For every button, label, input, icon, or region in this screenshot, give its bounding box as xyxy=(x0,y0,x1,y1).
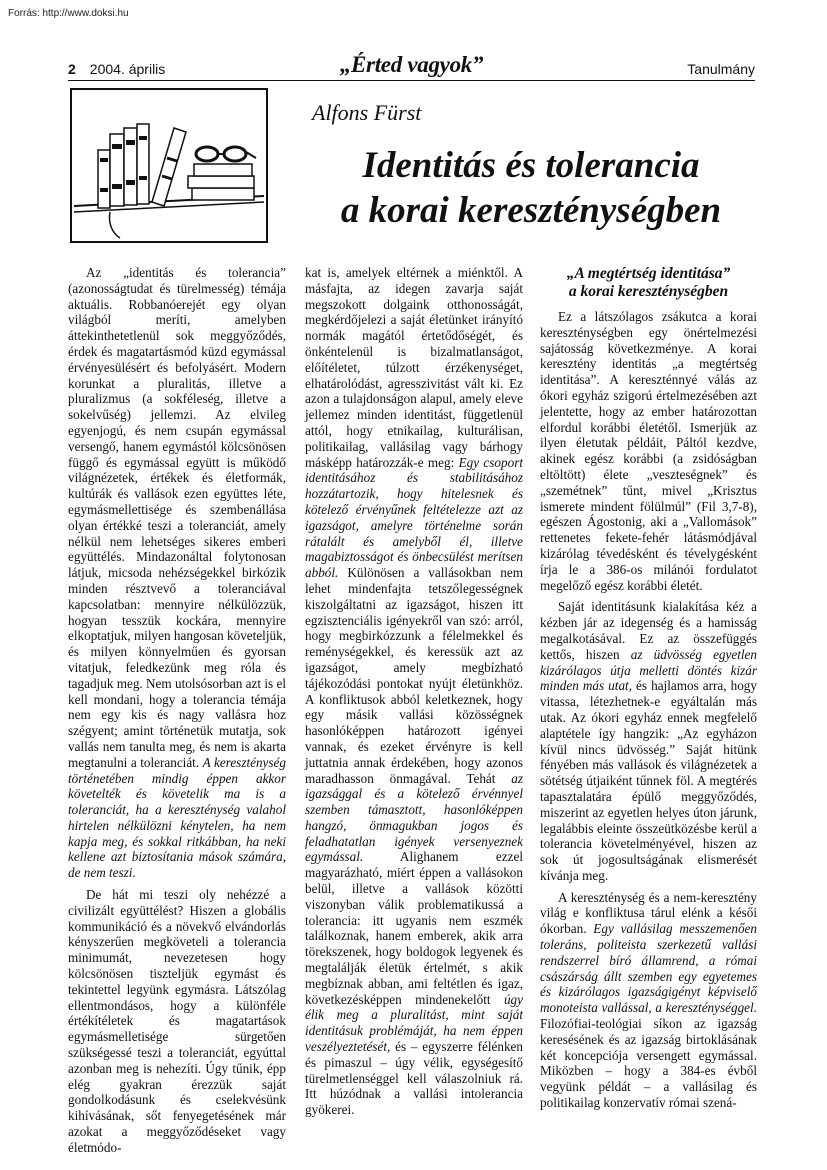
text-run: Különösen a vallásokban nem lehet mindenfajta tetszőlegességnek kiszolgáltatni az igazságot, hiszen itt egzisztenciális igényekről van szó: arról, hogy megbirkózzunk a félelmekkel és reménységekkel, és keressük azt az igazságot, amely megbízható tájékozódási pontokat nyújt életünkhöz. A konfliktusok abból keletkeznek, hogy egy másik vallási közösségnek hasonlóképpen határozott igényei vannak, és ezeket érvényre is kell juttatnia annak érdekében, hogy azonos maradhasson önmagával. Tehát xyxy=(305,565,523,786)
books-shelf-illustration xyxy=(70,88,268,243)
text-run: és hajlamos arra, hogy vitassa, létezhetnek-e egyáltalán más utak. Az ókori egyház ennek megfelelő alaptétele így hangzik: „Az egyházon kívül nincs üdvösség.” Saját hitünk fényében más vallások és világnézetek a sötétség útjaiként tűnnek föl. A megtérés tapasztalatára épülő meggyőződés, miszerint az egyetlen helyes úton járunk, legalábbis eleinte összeütközésbe kerül a tolerancia követelményével, hiszen az sok út jogosultságának elismerését kívánja meg. xyxy=(540,678,757,883)
page-number: 2 xyxy=(68,61,76,77)
section-subheading xyxy=(540,265,757,301)
subheading-line-1: „A megtértség identitása” xyxy=(566,265,731,282)
subheading-line-2: a korai kereszténységben xyxy=(568,283,729,300)
column-1 xyxy=(68,265,286,1162)
italic-run: az igazsággal és a kötelező érvénnyel szemben támasztott, hasonlóképpen hangzó, önmagukban jogos és feladhatatlan igények versenyeznek egymással. xyxy=(305,770,523,865)
text-run: kat is, amelyek eltérnek a miénktől. A másfajta, az idegen zavarja saját megszokott dolgaink otthonosságát, megkérdőjelezi a saját életünket irányító normák magától értetődőségét, és önkéntelenül is bizalmatlanságot, előítéletet, túlzott érzékenységet, elhatárolódást, agresszivitást vált ki. Ez azon a tulajdonságon alapul, amely eleve jellemez minden identitást, függetlenül attól, hogy etnikailag, kulturálisan, politikailag, vallásilag vagy bárhogy másképp határozzák-e meg: xyxy=(305,265,523,470)
text-run: Saját identitásunk kialakítása kéz a kézben jár az idegenség és a hamisság megalkotásával. Ez az összefüggés kettős, hiszen xyxy=(540,599,757,662)
text-run: Az „identitás és tolerancia” (azonosságtudat és türelmesség) témája aktuális. Robbanóerejét egy olyan világból meríti, amelyben áttekinthetetlenül sok meggyőződés, érdek és magatartásmód küzd egymással érvényesülésért és befolyásért. Modern korunkat a pluralitás, illetve a pluralizmus (a sokféleség, illetve a sokelvűség) jellemzi. Az elvileg egyenjogú, és nem csupán egymással versengő, hanem egymástól kölcsönösen függő és egymással együtt is működő világnézetek, értékek és életformák, kultúrák és vallások ezen együttes léte, egymásmellettisége és szembenállása olyan értékké teszi a toleranciát, amely nélkül nem lehetséges sikeres emberi együttélés. Mindazonáltal folytonosan látjuk, micsoda nehézségekkel birkózik minden résztvevő a toleranciával kapcsolatban: mennyire nélkülözzük, hogyan tesszük kockára, mennyire elkoptatjuk, milyen hangosan követeljük, és milyen könnyelműen és gyorsan vitatjuk, feledkezünk meg róla és tagadjuk meg. Nem utolsósorban azt is el kell mondani, hogy a tolerancia témája nem egy kis és nagy vallásra hoz szégyent; amint történetük mutatja, sok vallás nem tanulta meg, és nem is akarta megtanulni a toleranciát. xyxy=(68,265,286,770)
italic-run: A kereszténység történetében mindig éppen akkor követelték és követelik ma is a toleranciát, ha a kereszténység valahol hirtelen nélkülözni kénytelen, ha nem kapja meg, és sokkal ritkábban, ha neki kellene azt biztosítania mások számára, de nem teszi. xyxy=(68,754,286,881)
issue-date: 2004. április xyxy=(89,61,166,77)
article-author: Alfons Fürst xyxy=(312,100,422,125)
column-3 xyxy=(540,265,757,1117)
italic-run: Egy vallásilag messzemenően toleráns, politeista szerkezetű vallási rendszerrel bíró államrend, a római császárság állt szemben egy egyetemes és kizárólagos igazságigényt képviselő monoteista vallással, a kereszténységgel. xyxy=(540,921,758,1016)
page-header xyxy=(68,52,755,82)
text-run: Alighanem ezzel magyarázható, miért éppen a vallásokon belül, illetve a vallások közötti viszonyban válik problematikussá a tolerancia: itt ugyanis nem eszmék találkoznak, hanem emberek, akik arra törekszenek, hogy boldogok legyenek és megtalálják életük értelmét, s akik megbíznak abban, ami feltétlen és igaz, következésképpen mindenekelőtt xyxy=(305,849,523,1007)
italic-run: úgy élik meg a pluralitást, mint saját identitásuk problémáját, ha nem éppen veszélyeztetését, xyxy=(305,991,523,1055)
paragraph xyxy=(68,265,286,881)
section-label: Tanulmány xyxy=(687,61,755,77)
books-shelf-icon xyxy=(70,88,268,243)
column-2 xyxy=(305,265,523,1124)
magazine-title: „Érted vagyok” xyxy=(339,52,484,77)
text-run: és – egyszerre félénken és pimaszul – úgy vélik, egységesítő türelmetlenséggel kell válaszolniuk rá. Itt húzódnak a vallási intolerancia gyökerei. xyxy=(305,1039,523,1118)
paragraph xyxy=(540,890,757,1111)
text-run: A kereszténység és a nem-keresztény világ e konfliktusa tárul elénk a késői ókorban. xyxy=(540,889,757,937)
title-line-1: Identitás és tolerancia xyxy=(362,145,700,186)
article-title xyxy=(296,143,766,233)
paragraph: De hát mi teszi oly nehézzé a civilizált együttélést? Hiszen a globális kommunikáció és a növekvő elvándorlás kényszerűen megköveteli a tolerancia minimumát, nevezetesen hogy kölcsönösen tiszteljük egymást és tekintettel legyünk egymásra. Látszólag ellentmondásos, hogy a különféle értékítéletek és magatartások egymásmelletisége sürgetően szükségessé teszi a toleranciát, egyúttal azonban meg is nehezíti. Úgy tűnik, épp elég gyakran érezzük saját gondolkodásunk és cselekvésünk kihívásának, sőt fenyegetésének már azokat a meggyőződéseket vagy életmódo- xyxy=(68,887,286,1155)
paragraph: Ez a látszólagos zsákutca a korai kereszténységben egy önértelmezési sajátosság következménye. A korai keresztény identitás „a megtértség identitása”. A kereszténnyé válás az ókori egyház szigorú értelmezésében azt jelentette, hogy az ember határozottan elfordul korábbi életétől. Ismerjük az ilyen életutak példáit, Páltól kezdve, akinek egész korábbi (a zsidóságban eltöltött) élete „veszteségnek” és „szemétnek” tűnt, mivel „Krisztus ismerete mindent fölülmúl” (Fil 3,7-8), egészen Ágostonig, aki a „Vallomások” rettenetes fekete-fehér látásmódjával kizárólag tévedésként és tévelygésként írja le a 386-os milánói fordulatot megelőző egész korábbi életét. xyxy=(540,309,757,593)
header-rule xyxy=(68,80,755,81)
title-line-2: a korai kereszténységben xyxy=(340,190,722,231)
italic-run: az üdvösség egyetlen kizárólagos útja melletti döntés kizár minden más utat, xyxy=(540,646,757,694)
text-run: Filozófiai-teológiai síkon az igazság keresésének és az igazság birtoklásának két koncepciója versengett egymással. Miközben – hogy a 384-es évből vegyünk példát – a vallásilag és politikailag konzervatív római szená- xyxy=(540,1016,757,1111)
source-credit: Forrás: http://www.doksi.hu xyxy=(8,8,129,19)
italic-run: Egy csoport identitásához és stabilitásához hozzátartozik, hogy hitelesnek és kötelező érvényűnek feltételezze azt az igazságot, amelyre történelme során rátalált és amelyből él, illetve magabiztosságot és önbecsülést merítsen abból. xyxy=(305,454,523,581)
paragraph xyxy=(305,265,523,1118)
paragraph xyxy=(540,599,757,883)
